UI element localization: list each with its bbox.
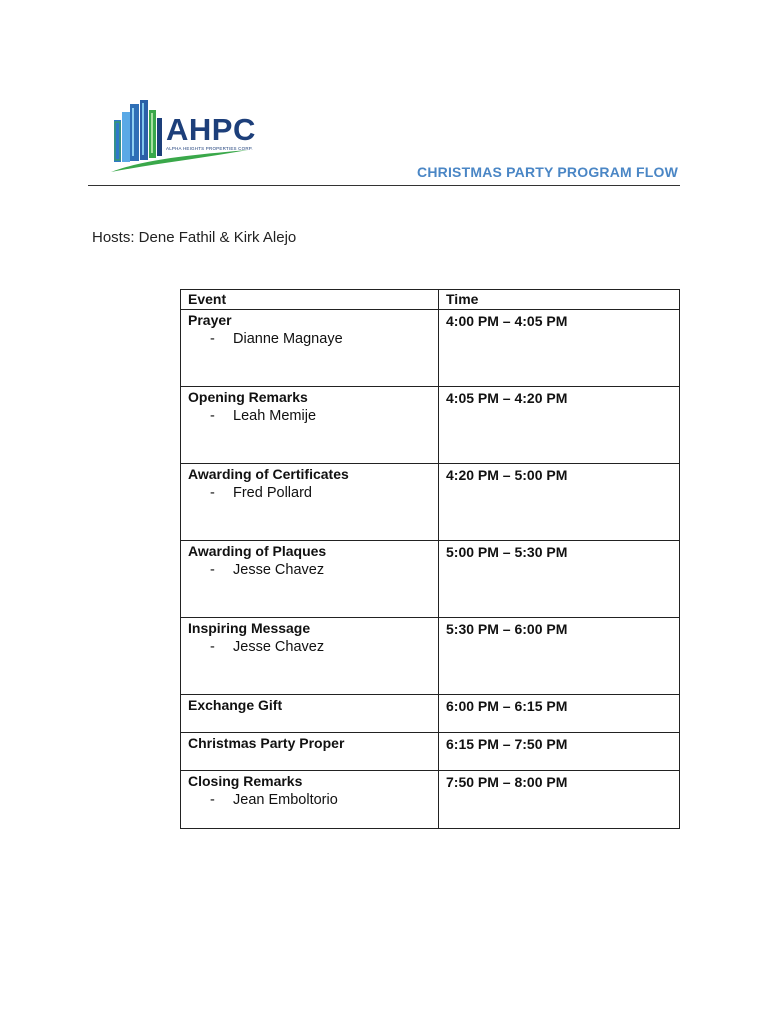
person-name: Fred Pollard — [233, 485, 312, 501]
person-name: Dianne Magnaye — [233, 331, 343, 347]
time-range: 6:00 PM – 6:15 PM — [446, 698, 568, 714]
time-range: 4:00 PM – 4:05 PM — [446, 313, 568, 329]
person-name: Leah Memije — [233, 408, 317, 424]
time-cell — [439, 733, 680, 771]
table-row — [181, 464, 680, 541]
event-cell — [181, 541, 439, 618]
logo-wordmark: AHPC — [166, 112, 256, 147]
event-name: Opening Remarks — [188, 389, 308, 405]
table-row — [181, 387, 680, 464]
table-row — [181, 310, 680, 387]
event-person — [188, 561, 431, 579]
event-person — [188, 791, 431, 809]
bullet-dash: - — [210, 331, 215, 347]
header-divider — [88, 185, 680, 186]
company-logo — [108, 98, 256, 178]
event-cell — [181, 464, 439, 541]
time-range: 5:30 PM – 6:00 PM — [446, 621, 568, 637]
time-range: 5:00 PM – 5:30 PM — [446, 544, 568, 560]
event-person — [188, 407, 431, 425]
person-name: Jesse Chavez — [233, 562, 325, 578]
event-cell — [181, 618, 439, 695]
table-row — [181, 733, 680, 771]
event-cell — [181, 733, 439, 771]
table-row — [181, 541, 680, 618]
bullet-dash: - — [210, 792, 215, 808]
time-cell — [439, 618, 680, 695]
event-name: Awarding of Certificates — [188, 466, 349, 482]
time-range: 4:20 PM – 5:00 PM — [446, 467, 568, 483]
event-name: Closing Remarks — [188, 773, 303, 789]
column-header-event: Event — [181, 290, 439, 310]
event-person — [188, 638, 431, 656]
event-person — [188, 330, 431, 348]
table-row — [181, 771, 680, 829]
column-header-time: Time — [439, 290, 680, 310]
bullet-dash: - — [210, 562, 215, 578]
time-range: 4:05 PM – 4:20 PM — [446, 390, 568, 406]
time-cell — [439, 771, 680, 829]
event-name: Christmas Party Proper — [188, 735, 345, 751]
program-table — [180, 289, 680, 829]
event-cell — [181, 310, 439, 387]
logo-subtext: ALPHA HEIGHTS PROPERTIES CORP. — [166, 146, 253, 151]
event-cell — [181, 695, 439, 733]
bullet-dash: - — [210, 639, 215, 655]
event-person — [188, 484, 431, 502]
table-row — [181, 695, 680, 733]
event-cell — [181, 771, 439, 829]
person-name: Jesse Chavez — [233, 639, 325, 655]
hosts-line: Hosts: Dene Fathil & Kirk Alejo — [92, 229, 297, 246]
bullet-dash: - — [210, 408, 215, 424]
table-header-row — [181, 290, 680, 310]
event-name: Prayer — [188, 312, 232, 328]
time-range: 7:50 PM – 8:00 PM — [446, 774, 568, 790]
time-range: 6:15 PM – 7:50 PM — [446, 736, 568, 752]
event-name: Exchange Gift — [188, 697, 283, 713]
person-name: Jean Emboltorio — [233, 792, 338, 808]
event-name: Awarding of Plaques — [188, 543, 327, 559]
time-cell — [439, 310, 680, 387]
document-title: CHRISTMAS PARTY PROGRAM FLOW — [417, 164, 678, 180]
time-cell — [439, 387, 680, 464]
time-cell — [439, 695, 680, 733]
event-name: Inspiring Message — [188, 620, 311, 636]
bullet-dash: - — [210, 485, 215, 501]
table-row — [181, 618, 680, 695]
time-cell — [439, 541, 680, 618]
time-cell — [439, 464, 680, 541]
event-cell — [181, 387, 439, 464]
